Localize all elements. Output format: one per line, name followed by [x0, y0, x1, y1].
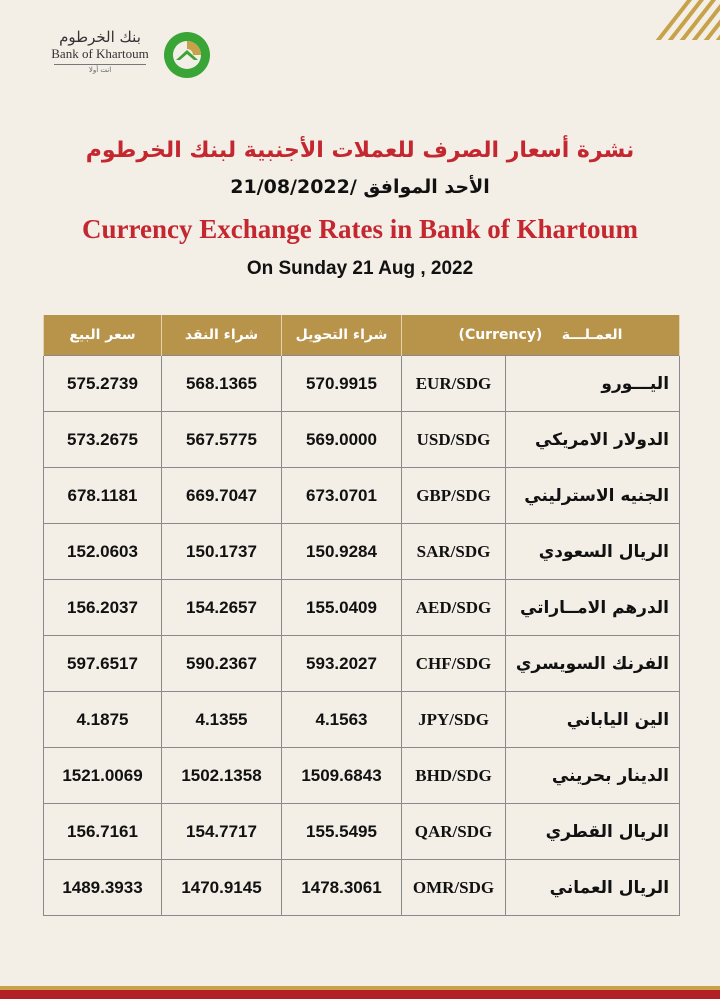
bank-logo	[50, 28, 220, 88]
table-row	[44, 412, 680, 468]
cell-transfer-buy: 1478.3061	[282, 860, 402, 916]
cell-sell: 156.2037	[44, 580, 162, 636]
cell-currency-code: AED/SDG	[402, 580, 506, 636]
cell-currency-name: الدينار بحريني	[506, 748, 680, 804]
header-currency-arabic: العمـلـــة	[561, 327, 623, 343]
footer-red-band	[0, 990, 720, 999]
cell-currency-name: الجنيه الاسترليني	[506, 468, 680, 524]
table-row	[44, 356, 680, 412]
table-header-row	[44, 315, 680, 356]
header-sell: سعر البيع	[44, 315, 162, 356]
cell-currency-name: الريال السعودي	[506, 524, 680, 580]
cell-currency-code: USD/SDG	[402, 412, 506, 468]
title-english: Currency Exchange Rates in Bank of Khartoum	[81, 214, 639, 244]
cell-currency-name: الدرهم الامــاراتي	[506, 580, 680, 636]
cell-currency-code: JPY/SDG	[402, 692, 506, 748]
date-english: On Sunday 21 Aug , 2022	[246, 258, 474, 279]
logo-tagline: انت أولا	[88, 66, 112, 74]
cell-cash-buy: 154.7717	[162, 804, 282, 860]
cell-currency-code: SAR/SDG	[402, 524, 506, 580]
logo-name-arabic: بنك الخرطوم	[59, 28, 141, 46]
cell-currency-name: الدولار الامريكي	[506, 412, 680, 468]
cell-currency-name: الريال القطري	[506, 804, 680, 860]
cell-cash-buy: 154.2657	[162, 580, 282, 636]
cell-sell: 575.2739	[44, 356, 162, 412]
cell-transfer-buy: 569.0000	[282, 412, 402, 468]
bank-emblem-icon	[162, 30, 212, 80]
cell-cash-buy: 4.1355	[162, 692, 282, 748]
table-row	[44, 804, 680, 860]
cell-sell: 573.2675	[44, 412, 162, 468]
cell-currency-code: QAR/SDG	[402, 804, 506, 860]
cell-currency-code: GBP/SDG	[402, 468, 506, 524]
cell-cash-buy: 150.1737	[162, 524, 282, 580]
cell-sell: 1489.3933	[44, 860, 162, 916]
cell-currency-code: BHD/SDG	[402, 748, 506, 804]
cell-currency-code: EUR/SDG	[402, 356, 506, 412]
header-cash-buy: شراء النقد	[162, 315, 282, 356]
exchange-rates-table	[43, 315, 680, 916]
cell-transfer-buy: 673.0701	[282, 468, 402, 524]
cell-sell: 1521.0069	[44, 748, 162, 804]
table-row	[44, 748, 680, 804]
cell-cash-buy: 669.7047	[162, 468, 282, 524]
cell-cash-buy: 1470.9145	[162, 860, 282, 916]
cell-currency-name: الفرنك السويسري	[506, 636, 680, 692]
cell-transfer-buy: 593.2027	[282, 636, 402, 692]
cell-sell: 152.0603	[44, 524, 162, 580]
cell-currency-name: الريال العماني	[506, 860, 680, 916]
cell-cash-buy: 567.5775	[162, 412, 282, 468]
cell-transfer-buy: 155.0409	[282, 580, 402, 636]
header-currency-english: (Currency)	[458, 327, 543, 343]
cell-transfer-buy: 1509.6843	[282, 748, 402, 804]
table-row	[44, 636, 680, 692]
table-row	[44, 580, 680, 636]
cell-transfer-buy: 4.1563	[282, 692, 402, 748]
title-arabic: نشرة أسعار الصرف للعملات الأجنبية لبنك الخرطوم	[85, 138, 635, 163]
cell-currency-code: OMR/SDG	[402, 860, 506, 916]
cell-currency-code: CHF/SDG	[402, 636, 506, 692]
cell-sell: 156.7161	[44, 804, 162, 860]
cell-cash-buy: 1502.1358	[162, 748, 282, 804]
date-arabic: الأحد الموافق /21/08/2022	[230, 176, 490, 198]
cell-currency-name: اليـــورو	[506, 356, 680, 412]
cell-cash-buy: 568.1365	[162, 356, 282, 412]
table-row	[44, 860, 680, 916]
logo-name-english: Bank of Khartoum	[51, 46, 149, 61]
cell-sell: 678.1181	[44, 468, 162, 524]
header-transfer-buy: شراء التحويل	[282, 315, 402, 356]
cell-sell: 4.1875	[44, 692, 162, 748]
cell-transfer-buy: 150.9284	[282, 524, 402, 580]
cell-transfer-buy: 155.5495	[282, 804, 402, 860]
table-row	[44, 468, 680, 524]
cell-cash-buy: 590.2367	[162, 636, 282, 692]
logo-text	[50, 28, 150, 75]
cell-currency-name: الين الياباني	[506, 692, 680, 748]
table-row	[44, 524, 680, 580]
header-currency	[402, 315, 680, 356]
cell-sell: 597.6517	[44, 636, 162, 692]
table-row	[44, 692, 680, 748]
cell-transfer-buy: 570.9915	[282, 356, 402, 412]
corner-stripes-decoration	[630, 0, 720, 40]
